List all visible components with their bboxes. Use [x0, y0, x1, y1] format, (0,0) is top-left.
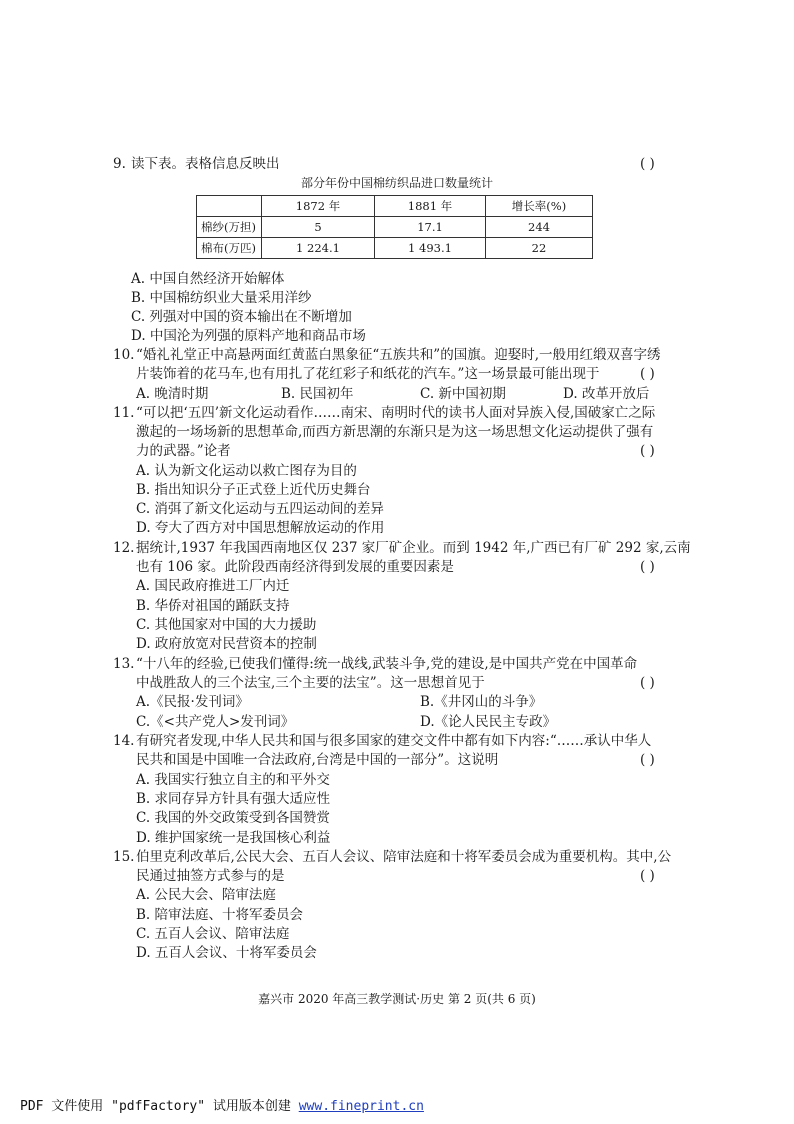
table-caption: 部分年份中国棉纺织品进口数量统计: [300, 176, 493, 190]
option-b: B. 华侨对祖国的踊跃支持: [136, 598, 290, 614]
table-row: [197, 217, 593, 238]
question-number: 14.: [113, 733, 135, 749]
pdf-watermark: [20, 1095, 424, 1114]
table-header-row: [197, 196, 593, 217]
question-stem: 有研究者发现,中华人民共和国与很多国家的建交文件中都有如下内容:“……承认中华人: [136, 733, 652, 749]
question-stem: 片装饰着的花马车,也有用扎了花红彩子和纸花的汽车。”这一场景最可能出现于: [136, 366, 600, 382]
option-c: C. 其他国家对中国的大力援助: [136, 617, 317, 633]
question-number: 12.: [113, 540, 135, 556]
question-stem: “可以把‘五四’新文化运动看作……南宋、南明时代的读书人面对异族入侵,国破家亡之际: [136, 405, 656, 421]
question-stem: “婚礼礼堂正中高悬两面红黄蓝白黑象征“五族共和”的国旗。迎娶时,一般用红缎双喜字绣: [136, 347, 661, 363]
option-d: D. 改革开放后: [563, 386, 650, 402]
answer-blank: ( ): [640, 752, 655, 768]
option-a: A. 晚清时期: [136, 386, 209, 402]
question-stem: 据统计,1937 年我国西南地区仅 237 家厂矿企业。而到 1942 年,广西已有厂矿 292 家,云南: [136, 540, 691, 556]
table-cell: 1 493.1: [375, 238, 486, 259]
option-b: B. 指出知识分子正式登上近代历史舞台: [136, 482, 371, 498]
option-b: B. 民国初年: [281, 386, 354, 402]
option-d: D.《论人民民主专政》: [420, 714, 557, 730]
option-c: C. 列强对中国的资本输出在不断增加: [131, 309, 352, 325]
answer-blank: ( ): [640, 559, 655, 575]
import-table: [196, 195, 593, 259]
option-a: A. 公民大会、陪审法庭: [136, 887, 276, 903]
question-stem: 读下表。表格信息反映出: [131, 156, 280, 172]
watermark-text: PDF 文件使用 "pdfFactory" 试用版本创建: [20, 1099, 299, 1114]
watermark-link[interactable]: www.fineprint.cn: [298, 1099, 424, 1114]
option-d: D. 五百人会议、十将军委员会: [136, 945, 317, 961]
question-stem: 激起的一场场新的思想革命,而西方新思潮的东渐只是为这一场思想文化运动提供了强有: [136, 424, 654, 440]
option-c: C. 五百人会议、陪审法庭: [136, 926, 290, 942]
option-c: C.《<共产党人>发刊词》: [136, 714, 295, 730]
question-stem: 中战胜敌人的三个法宝,三个主要的法宝”。这一思想首见于: [136, 675, 485, 691]
question-stem: 力的武器。”论者: [136, 443, 231, 459]
question-number: 10.: [113, 347, 135, 363]
option-a: A. 国民政府推进工厂内迁: [136, 578, 290, 594]
option-b: B. 求同存异方针具有强大适应性: [136, 791, 331, 807]
question-stem: 民共和国是中国唯一合法政府,台湾是中国的一部分”。这说明: [136, 752, 499, 768]
question-stem: 也有 106 家。此阶段西南经济得到发展的重要因素是: [136, 559, 454, 575]
option-c: C. 我国的外交政策受到各国赞赏: [136, 810, 330, 826]
question-number: 9.: [113, 156, 126, 172]
option-d: D. 维护国家统一是我国核心利益: [136, 830, 331, 846]
option-b: B. 陪审法庭、十将军委员会: [136, 907, 304, 923]
question-stem: “十八年的经验,已使我们懂得:统一战线,武装斗争,党的建设,是中国共产党在中国革命: [136, 656, 638, 672]
option-b: B.《井冈山的斗争》: [420, 694, 543, 710]
answer-blank: ( ): [640, 443, 655, 459]
option-a: A. 认为新文化运动以救亡图存为目的: [136, 463, 357, 479]
option-a: A. 我国实行独立自主的和平外交: [136, 772, 330, 788]
option-b: B. 中国棉纺织业大量采用洋纱: [131, 290, 312, 306]
table-cell: 17.1: [375, 217, 486, 238]
table-header-cell: 1881 年: [375, 196, 486, 217]
table-cell: 棉布(万匹): [197, 238, 262, 259]
answer-blank: ( ): [640, 156, 655, 172]
answer-blank: ( ): [640, 366, 655, 382]
option-c: C. 消弭了新文化运动与五四运动间的差异: [136, 501, 384, 517]
table-header-cell: [197, 196, 262, 217]
question-number: 15.: [113, 849, 135, 865]
option-d: D. 中国沦为列强的原料产地和商品市场: [131, 328, 366, 344]
table-cell: 22: [486, 238, 593, 259]
question-number: 13.: [113, 656, 135, 672]
answer-blank: ( ): [640, 675, 655, 691]
table-header-cell: 增长率(%): [486, 196, 593, 217]
question-stem: 伯里克利改革后,公民大会、五百人会议、陪审法庭和十将军委员会成为重要机构。其中,公: [136, 849, 672, 865]
question-number: 11.: [113, 405, 135, 421]
table-cell: 棉纱(万担): [197, 217, 262, 238]
table-cell: 5: [262, 217, 375, 238]
page-footer: 嘉兴市 2020 年高三教学测试·历史 第 2 页(共 6 页): [258, 992, 536, 1006]
table-cell: 1 224.1: [262, 238, 375, 259]
answer-blank: ( ): [640, 868, 655, 884]
table-header-cell: 1872 年: [262, 196, 375, 217]
table-row: [197, 238, 593, 259]
option-d: D. 政府放宽对民营资本的控制: [136, 636, 317, 652]
question-stem: 民通过抽签方式参与的是: [136, 868, 285, 884]
option-c: C. 新中国初期: [420, 386, 506, 402]
option-d: D. 夸大了西方对中国思想解放运动的作用: [136, 520, 385, 536]
table-cell: 244: [486, 217, 593, 238]
option-a: A. 中国自然经济开始解体: [131, 271, 285, 287]
option-a: A.《民报·发刊词》: [136, 694, 249, 710]
